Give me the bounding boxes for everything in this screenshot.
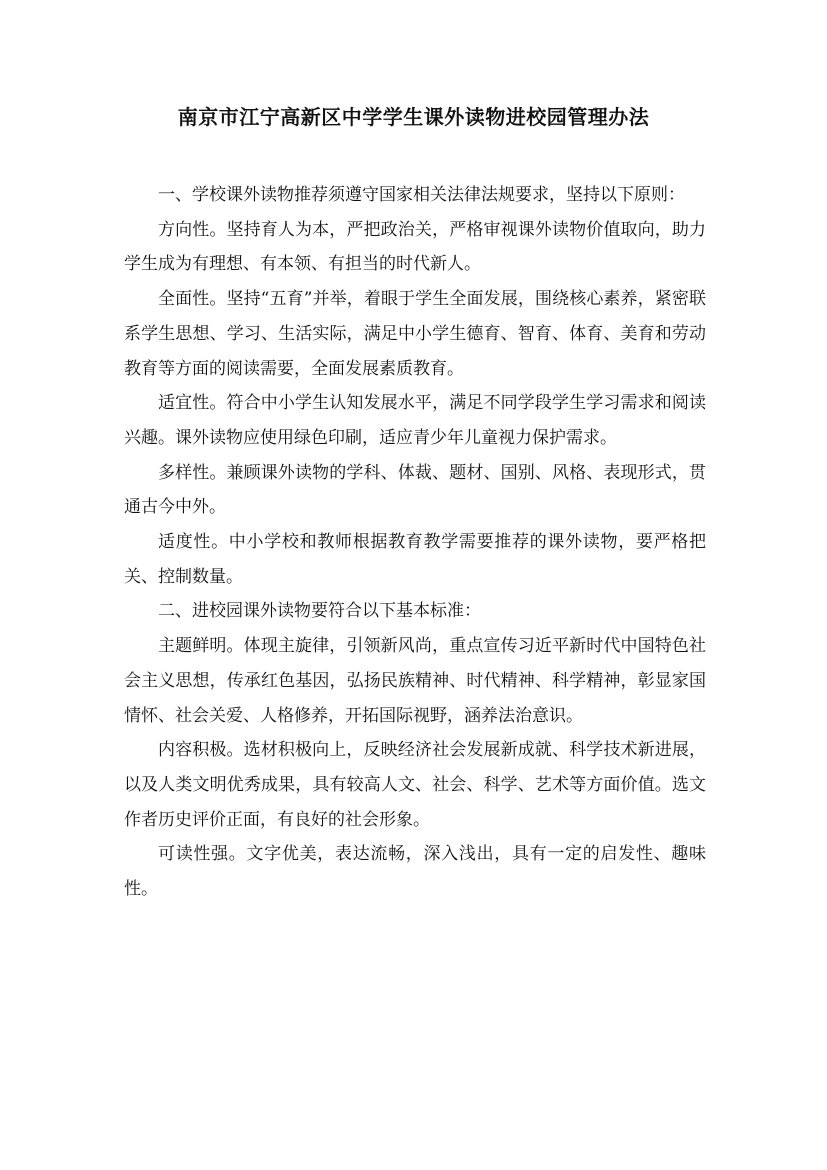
document-title: 南京市江宁高新区中学学生课外读物进校园管理办法 [177,105,650,129]
paragraph-positive-content: 内容积极。选材积极向上，反映经济社会发展新成就、科学技术新进展，以及人类文明优秀成果，具有较高人文、社会、科学、艺术等方面价值。选文作者历史评价正面，有良好的社会形象。 [124,740,706,830]
paragraph-suitability: 适宜性。符合中小学生认知发展水平，满足不同学段学生学习需求和阅读兴趣。课外读物应使用绿色印刷，适应青少年儿童视力保护需求。 [124,393,706,448]
paragraph-comprehensiveness: 全面性。坚持“五育”并举，着眼于学生全面发展，围绕核心素养，紧密联系学生思想、学习、生活实际，满足中小学生德育、智育、体育、美育和劳动教育等方面的阅读需要，全面发展素质教育。 [124,289,706,379]
paragraph-direction: 方向性。坚持育人为本，严把政治关，严格审视课外读物价值取向，助力学生成为有理想、有本领、有担当的时代新人。 [124,219,706,275]
paragraph-principles-intro: 一、学校课外读物推荐须遵守国家相关法律法规要求，坚持以下原则： [158,185,685,205]
paragraph-diversity: 多样性。兼顾课外读物的学科、体裁、题材、国别、风格、表现形式，贯通古今中外。 [124,462,706,518]
paragraph-readability: 可读性强。文字优美，表达流畅，深入浅出，具有一定的启发性、趣味性。 [124,844,706,900]
paragraph-moderation: 适度性。中小学校和教师根据教育教学需要推荐的课外读物，要严格把关、控制数量。 [124,532,706,587]
paragraph-standards-intro: 二、进校园课外读物要符合以下基本标准： [158,601,481,622]
document-body [124,178,706,907]
paragraph-clear-theme: 主题鲜明。体现主旋律，引领新风尚，重点宣传习近平新时代中国特色社会主义思想，传承红色基因，弘扬民族精神、时代精神、科学精神，彰显家国情怀、社会关爱、人格修养，开拓国际视野，涵养法治意识。 [124,636,706,726]
